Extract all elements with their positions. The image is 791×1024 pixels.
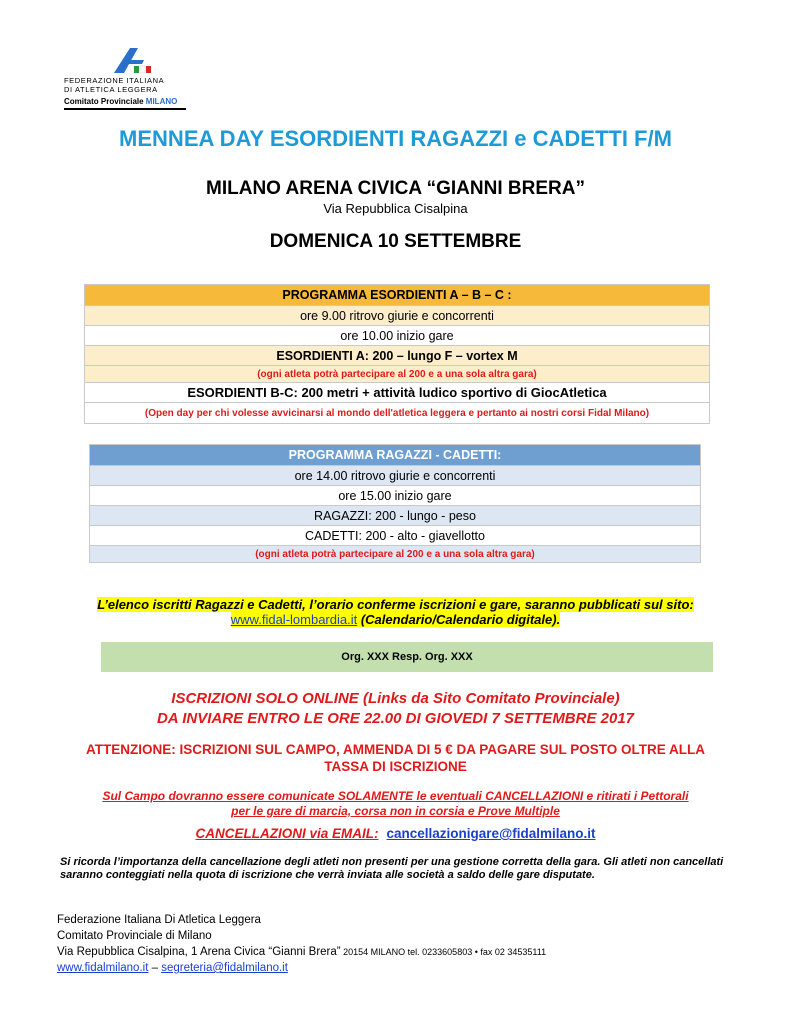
notice-line2-suffix: (Calendario/Calendario digitale). <box>357 612 561 627</box>
cadetti-gare: CADETTI: 200 - alto - giavellotto <box>90 526 701 546</box>
venue: MILANO ARENA CIVICA “GIANNI BRERA” <box>206 178 585 199</box>
reminder-text: Si ricorda l’importanza della cancellazione degli atleti non presenti per una gestione corretta della gara. Gli atleti non cancellati saranno conteggiati nella quota di iscrizione che verrà inviata alle società a saldo delle gare disputate. <box>60 856 724 881</box>
footer-email-link[interactable]: segreteria@fidalmilano.it <box>161 962 288 974</box>
esordienti-ritrovo: ore 9.00 ritrovo giurie e concorrenti <box>85 306 710 326</box>
footer-line3-contacts: 20154 MILANO tel. 0233605803 • fax 02 34535111 <box>340 947 547 957</box>
main-title: MENNEA DAY ESORDIENTI RAGAZZI e CADETTI F/M <box>119 126 672 151</box>
fidal-lombardia-link[interactable]: www.fidal-lombardia.it <box>230 612 358 627</box>
esordienti-header: PROGRAMMA ESORDIENTI A – B – C : <box>85 285 710 306</box>
cancellazioni-email-link[interactable]: cancellazionigare@fidalmilano.it <box>386 826 596 841</box>
esordienti-a: ESORDIENTI A: 200 – lungo F – vortex M <box>85 346 710 366</box>
footer-separator: – <box>148 962 162 974</box>
ragazzi-note: (ogni atleta potrà partecipare al 200 e a una sola altra gara) <box>90 546 701 563</box>
fidal-logo-icon <box>100 46 160 74</box>
attenzione-line1: ATTENZIONE: ISCRIZIONI SUL CAMPO, AMMENDA DI 5 € DA PAGARE SUL POSTO OLTRE ALLA <box>85 742 706 757</box>
iscrizioni-line2: DA INVIARE ENTRO LE ORE 22.00 DI GIOVEDI 7 SETTEMBRE 2017 <box>156 710 635 727</box>
footer-line2: Comitato Provinciale di Milano <box>57 930 212 942</box>
event-date: DOMENICA 10 SETTEMBRE <box>269 231 522 252</box>
logo-committee <box>64 97 177 106</box>
ragazzi-ritrovo: ore 14.00 ritrovo giurie e concorrenti <box>90 466 701 486</box>
notice-publication <box>42 597 749 627</box>
campo-line2: per le gare di marcia, corsa non in corsia e Prove Multiple <box>231 804 560 818</box>
venue-address: Via Repubblica Cisalpina <box>323 201 468 216</box>
logo-federation-line2: DI ATLETICA LEGGERA <box>64 85 158 94</box>
ragazzi-inizio: ore 15.00 inizio gare <box>90 486 701 506</box>
fidal-logo <box>64 46 194 116</box>
notice-line1: L’elenco iscritti Ragazzi e Cadetti, l’orario conferme iscrizioni e gare, saranno pubblicati sul sito: <box>97 597 694 612</box>
cancellazioni-label: CANCELLAZIONI via EMAIL: <box>195 826 379 841</box>
esordienti-bc: ESORDIENTI B-C: 200 metri + attività ludico sportivo di GiocAtletica <box>85 383 710 403</box>
esordienti-bc-note: (Open day per chi volesse avvicinarsi al mondo dell'atletica leggera e pertanto ai nostri corsi Fidal Milano) <box>85 403 710 424</box>
esordienti-inizio: ore 10.00 inizio gare <box>85 326 710 346</box>
esordienti-a-note: (ogni atleta potrà partecipare al 200 e a una sola altra gara) <box>85 366 710 383</box>
iscrizioni-line1: ISCRIZIONI SOLO ONLINE (Links da Sito Comitato Provinciale) <box>171 690 620 707</box>
logo-committee-prefix: Comitato Provinciale <box>64 97 146 106</box>
campo-line1: Sul Campo dovranno essere comunicate SOLAMENTE le eventuali CANCELLAZIONI e ritirati i Pettorali <box>102 789 689 803</box>
ragazzi-gare: RAGAZZI: 200 - lungo - peso <box>90 506 701 526</box>
logo-committee-city: MILANO <box>145 97 178 106</box>
programma-ragazzi-table <box>89 444 701 563</box>
programma-esordienti-table <box>84 284 710 424</box>
footer-line1: Federazione Italiana Di Atletica Leggera <box>57 914 261 926</box>
footer-line3: Via Repubblica Cisalpina, 1 Arena Civica “Gianni Brera” <box>57 946 341 958</box>
ragazzi-header: PROGRAMMA RAGAZZI - CADETTI: <box>90 445 701 466</box>
attenzione-line2: TASSA DI ISCRIZIONE <box>324 759 467 774</box>
footer <box>57 912 757 976</box>
cancellazioni-row <box>0 826 791 841</box>
org-box: Org. XXX Resp. Org. XXX <box>101 642 713 672</box>
footer-website-link[interactable]: www.fidalmilano.it <box>57 962 149 974</box>
logo-federation-line1: FEDERAZIONE ITALIANA <box>64 76 165 85</box>
